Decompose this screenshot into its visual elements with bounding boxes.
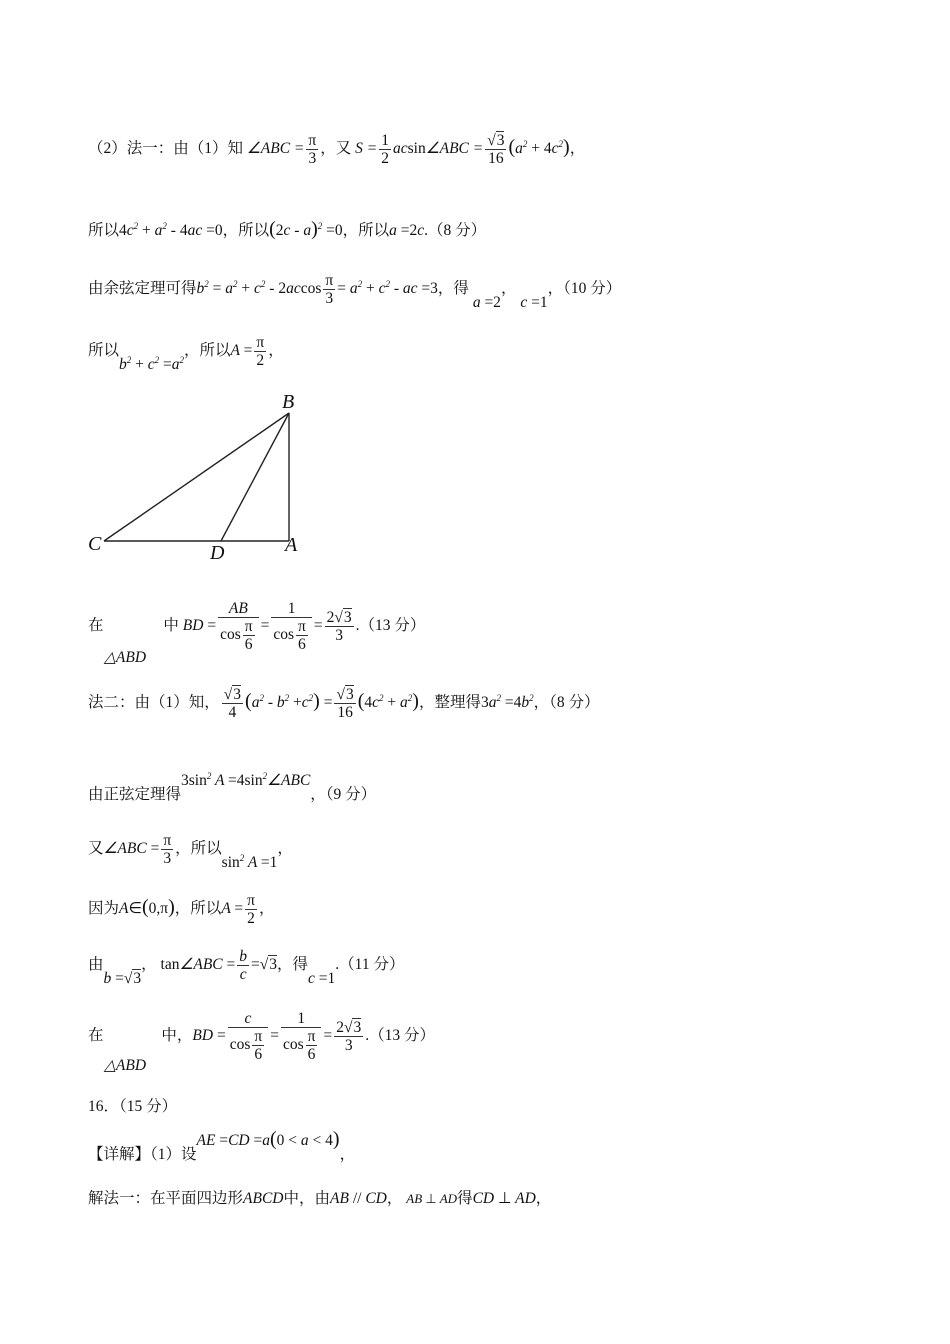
formula-part: AB ⊥ AD <box>406 1191 458 1206</box>
formula-part: $(a^2 + 4c^2)$ <box>508 136 570 159</box>
text: ，又 <box>320 140 352 158</box>
line-14 <box>88 1186 551 1208</box>
formula-part: = $a^2 + c^2$ - ac =3 <box>337 279 438 298</box>
label-b: B <box>282 391 295 413</box>
fraction-c-cos: c cos $\frac{\pi}{6}$ <box>228 1010 269 1063</box>
formula-part: tan∠ABC = <box>160 956 236 974</box>
line-11: 在 △ABD 中，BD = c cos $\frac{\pi}{6}$ = 1 cos $\frac{\pi}{6}$ = $\frac{2√3}{3}$ .（13 分） <box>88 1010 435 1074</box>
fraction-pi-3: $\frac{\pi}{3}$ <box>325 272 334 307</box>
line-5: 在 △ABD 中 BD = AB cos $\frac{\pi}{6}$ = 1 cos $\frac{\pi}{6}$ = $\frac{2√3}{3}$ .（13 分） <box>88 600 426 666</box>
formula-part: a =2 <box>472 294 501 312</box>
formula-part: $4c^2 + a^2 - 4ac =0$ <box>119 221 223 239</box>
text: ，所以 <box>174 900 222 918</box>
formula-part: $3\sin^2$ $A =4\sin^2\angle ABC$ <box>181 771 311 789</box>
fraction-sqrt3-4: $\frac{√3}{4}$ <box>223 686 242 721</box>
formula-angle-abc: ∠ABC = <box>246 140 305 158</box>
fraction-sqrt3-16: $\frac{√3}{16}$ <box>487 132 505 167</box>
formula-part: a =2c <box>389 222 425 239</box>
text: 由正弦定理得 <box>88 786 182 803</box>
fraction-1-2: $\frac{1}{2}$ <box>381 132 389 167</box>
text: ，所以 <box>184 342 231 360</box>
text: 所以 <box>88 342 120 360</box>
formula-part: BD = <box>192 1027 226 1045</box>
formula-part: (2c - a)$^2$ =0 <box>269 218 343 240</box>
text: 法二：由（1）知， <box>88 694 220 712</box>
line-7 <box>88 768 377 803</box>
label-d: D <box>210 542 225 564</box>
formula-part: c =1 <box>520 294 548 312</box>
question-16-heading <box>88 1094 177 1116</box>
formula-part: A∈(0,π) <box>119 896 175 919</box>
text: ， <box>258 900 275 918</box>
line-1 <box>88 132 585 167</box>
text: 所以 <box>88 222 120 239</box>
text: 中 <box>163 617 179 635</box>
label-c: C <box>88 533 102 555</box>
text: ， <box>339 1146 356 1163</box>
text: .（13 分） <box>365 1027 435 1045</box>
fraction-2sqrt3-3: $\frac{2√3}{3}$ <box>336 1019 362 1054</box>
formula-part: acsin∠ABC = <box>392 140 484 158</box>
text: .（11 分） <box>335 956 405 974</box>
triangle-label: △ABD <box>104 1057 147 1074</box>
line-2 <box>88 218 486 241</box>
label-a: A <box>285 534 298 556</box>
text: .（13 分） <box>355 617 426 635</box>
text: 由 <box>88 956 104 974</box>
text: 中， <box>161 1027 193 1045</box>
fraction-ab-cos: AB cos $\frac{\pi}{6}$ <box>218 600 259 653</box>
fraction-pi-2: $\frac{\pi}{2}$ <box>256 334 265 369</box>
formula-part: $3a^2 =4b^2$ <box>480 693 534 712</box>
fraction-sqrt3-16: $\frac{√3}{16}$ <box>336 686 354 721</box>
formula-part: ∠ABC = <box>103 840 160 858</box>
text: 【详解】（1）设 <box>88 1146 197 1163</box>
formula-part: c =1 <box>308 970 336 988</box>
text: .（8 分） <box>424 222 487 239</box>
text: ，得 <box>277 956 309 974</box>
text: 得 <box>457 1190 473 1207</box>
formula-part: CD ⊥ AD <box>472 1190 536 1207</box>
text: 又 <box>88 840 104 858</box>
fraction-1-cos: 1 cos $\frac{\pi}{6}$ <box>281 1010 322 1063</box>
formula-part: $b^2 = a^2 + c^2 - 2accos$ <box>196 279 322 298</box>
text: 16．（15 分） <box>88 1098 178 1115</box>
text: ，得 <box>437 280 469 298</box>
text: ， <box>535 1190 552 1207</box>
line-13 <box>88 1128 356 1163</box>
text: ，所以 <box>175 840 222 858</box>
text: 在 <box>88 1027 104 1045</box>
triangle-diagram <box>86 388 326 568</box>
text: 由余弦定理可得 <box>88 280 197 298</box>
fraction-pi-3: $\frac{\pi}{3}$ <box>308 132 317 167</box>
triangle-label: △ABD <box>104 649 147 666</box>
formula-part: b =√3 <box>103 970 142 988</box>
formula-part: ABCD <box>243 1190 284 1207</box>
fraction-2sqrt3-3: $\frac{2√3}{3}$ <box>326 609 352 644</box>
text: （2）法一：由（1）知 <box>88 140 244 158</box>
fraction-pi-2: $\frac{\pi}{2}$ <box>247 892 255 927</box>
text: ， <box>277 840 293 858</box>
line-6 <box>88 686 599 721</box>
formula-part: AE =CD =a(0 < a < 4) <box>196 1128 340 1150</box>
text: ，所以 <box>342 222 390 239</box>
formula-part: AB // CD <box>330 1190 387 1207</box>
text: 因为 <box>88 900 120 918</box>
text: ， <box>569 140 586 158</box>
text: ，（9 分） <box>310 786 377 803</box>
fraction-1-cos: 1 cos $\frac{\pi}{6}$ <box>271 600 312 653</box>
formula-part: BD = <box>182 617 217 635</box>
formula-part: $(4c^2 + a^2)$ <box>357 690 419 713</box>
text: ， <box>268 342 284 360</box>
text: ，（10 分） <box>547 280 622 298</box>
side-bc <box>104 413 289 541</box>
line-9 <box>88 892 274 927</box>
line-4 <box>88 334 284 374</box>
text: 中，由 <box>283 1190 330 1207</box>
text: ，（8 分） <box>533 694 600 712</box>
formula-part: $(a^2 - b^2 +c^2)$ = <box>245 690 333 713</box>
line-3 <box>88 272 622 312</box>
fraction-pi-3: $\frac{\pi}{3}$ <box>163 832 172 867</box>
formula-part: A = <box>230 342 253 360</box>
formula-part: A = <box>221 900 244 918</box>
formula-part: $b^2 + c^2 =a^2$ <box>119 355 185 374</box>
text: ，整理得 <box>418 694 481 712</box>
text: 在 <box>88 617 104 635</box>
line-10: 由b =√3， tan∠ABC = $\frac{b}{c}$ =√3，得c =1.（11 分） <box>88 948 405 988</box>
fraction-b-c: $\frac{b}{c}$ <box>239 948 248 983</box>
formula-part: $\sin^2 A =1$ <box>221 853 278 872</box>
segment-bd <box>221 413 289 541</box>
text: 解法一：在平面四边形 <box>88 1190 244 1207</box>
line-8 <box>88 832 293 872</box>
text: ， <box>386 1190 403 1207</box>
text: ，所以 <box>222 222 270 239</box>
formula-area: S = <box>355 140 378 158</box>
text: ， <box>141 956 157 974</box>
text: ， <box>500 280 517 298</box>
